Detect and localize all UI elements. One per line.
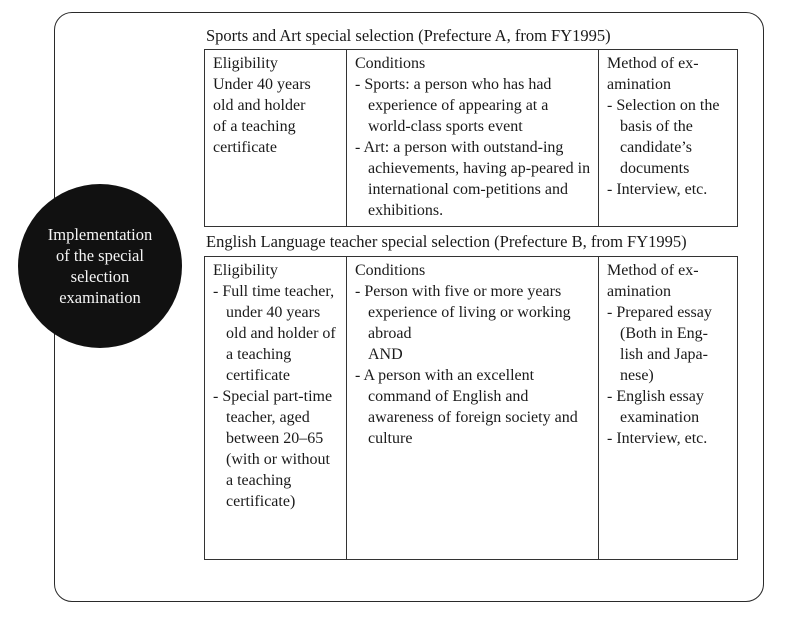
table-row	[205, 257, 738, 560]
column-header: Conditions	[355, 55, 426, 72]
condition-item: - Art: a person with outstand-ing achievements, having ap-peared in international com-petitions and exhibitions.	[355, 139, 591, 219]
badge-line: examination	[59, 288, 141, 307]
eligibility-line: old and holder	[213, 97, 306, 114]
conditions-cell	[347, 50, 599, 227]
badge-line: Implementation	[47, 225, 153, 244]
column-header: Method of ex-amination	[607, 55, 699, 93]
section-a-caption: Sports and Art special selection (Prefecture A, from FY1995)	[206, 26, 611, 45]
badge-line: of the special	[56, 246, 144, 265]
badge-label	[48, 224, 152, 308]
condition-item: - A person with an excellent command of English and awareness of foreign society and culture	[355, 367, 578, 447]
column-header: Method of ex-amination	[607, 262, 699, 300]
eligibility-item: - Special part-time teacher, aged between 20–65 (with or without a teaching certificate)	[213, 388, 333, 510]
method-item: - English essay examination	[607, 388, 704, 426]
badge-line: selection	[70, 267, 130, 286]
method-cell	[599, 257, 738, 560]
eligibility-line: certificate	[213, 139, 277, 156]
section-a-table	[204, 49, 738, 227]
section-b-caption: English Language teacher special selection (Prefecture B, from FY1995)	[206, 232, 687, 251]
conditions-cell	[347, 257, 599, 560]
method-item: - Interview, etc.	[607, 181, 708, 198]
method-item: - Interview, etc.	[607, 430, 708, 447]
eligibility-line: Under 40 years	[213, 76, 311, 93]
condition-connector: AND	[368, 346, 403, 363]
column-header: Conditions	[355, 262, 426, 279]
column-header: Eligibility	[213, 55, 278, 72]
method-cell	[599, 50, 738, 227]
eligibility-item: - Full time teacher, under 40 years old and holder of a teaching certificate	[213, 283, 336, 384]
section-b-table	[204, 256, 738, 560]
table-row	[205, 50, 738, 227]
column-header: Eligibility	[213, 262, 278, 279]
eligibility-cell	[205, 50, 347, 227]
eligibility-line: of a teaching	[213, 118, 296, 135]
method-item: - Prepared essay (Both in Eng-lish and Japa-nese)	[607, 304, 712, 384]
condition-item: - Person with five or more years experience of living or working abroad	[355, 283, 571, 342]
implementation-badge	[18, 184, 182, 348]
method-item: - Selection on the basis of the candidate’s documents	[607, 97, 720, 177]
eligibility-cell	[205, 257, 347, 560]
condition-item: - Sports: a person who has had experience of appearing at a world-class sports event	[355, 76, 552, 135]
